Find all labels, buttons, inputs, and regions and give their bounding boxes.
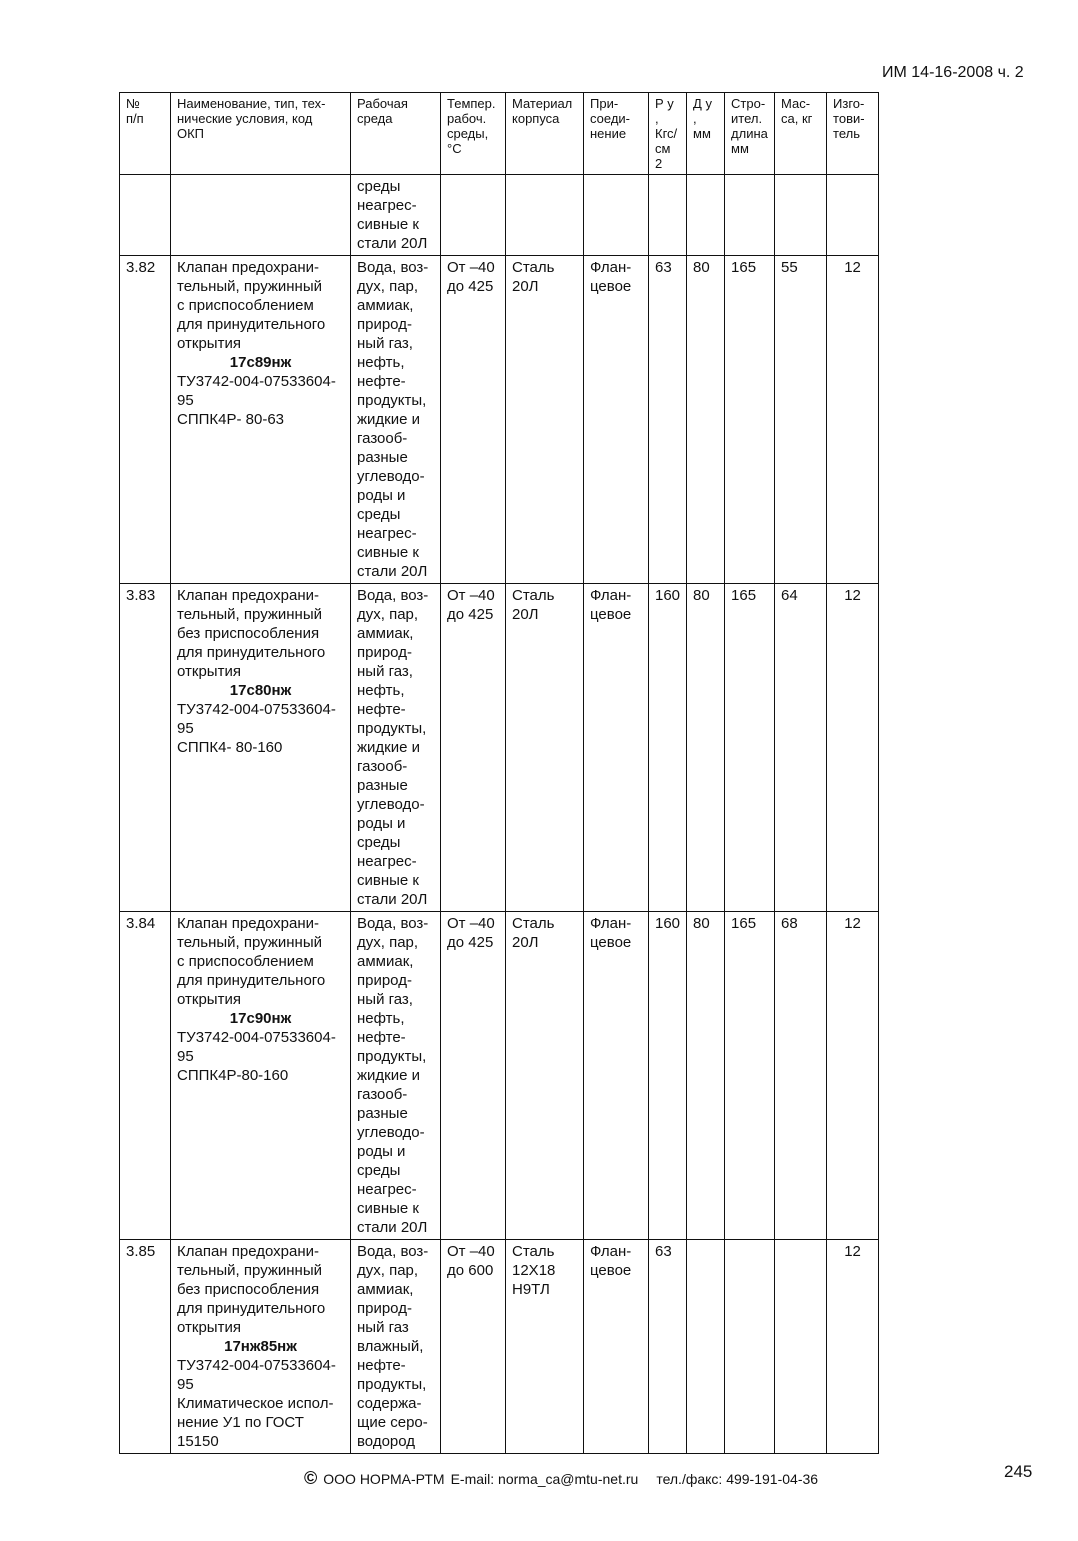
row-env: Вода, воз- дух, пар, аммиак, природ- ный газ, нефть, нефте- продукты, жидкие и газооб- разные углеводо- роды и среды неагрес- сивные к стали 20Л <box>351 584 441 912</box>
row-diameter: 80 <box>687 584 725 912</box>
row-mass: 55 <box>775 256 827 584</box>
header-pressure: Р у , Кгс/ см 2 <box>649 93 687 175</box>
row-number: 3.84 <box>120 912 171 1240</box>
row-connection: Флан- цевое <box>584 912 649 1240</box>
row-diameter: 80 <box>687 256 725 584</box>
row-number: 3.82 <box>120 256 171 584</box>
row-material: Сталь 12Х18 Н9ТЛ <box>506 1240 584 1454</box>
row-mass: 68 <box>775 912 827 1240</box>
row-connection: Флан- цевое <box>584 256 649 584</box>
row-temp: От –40 до 425 <box>441 584 506 912</box>
row-number: 3.83 <box>120 584 171 912</box>
table-row <box>120 584 879 912</box>
row-connection: Флан- цевое <box>584 584 649 912</box>
header-no: № п/п <box>120 93 171 175</box>
row-length: 165 <box>725 256 775 584</box>
copyright-icon: © <box>304 1468 318 1488</box>
row-env: Вода, воз- дух, пар, аммиак, природ- ный газ влажный, нефте- продукты, содержа- щие серо- водород <box>351 1240 441 1454</box>
model-code: 17нж85нж <box>224 1338 297 1355</box>
header-mass: Мас- са, кг <box>775 93 827 175</box>
model-code: 17с89нж <box>229 354 292 371</box>
row-temp: От –40 до 425 <box>441 912 506 1240</box>
row-length <box>725 1240 775 1454</box>
footer-phone: тел./факс: 499-191-04-36 <box>656 1470 819 1487</box>
row-manufacturer: 12 <box>827 912 879 1240</box>
table-row <box>120 912 879 1240</box>
row-name: Клапан предохрани- тельный, пружинный с приспособлением для принудительного открытия 17с90нж ТУ3742-004-07533604- 95 СППК4Р-80-160 <box>171 912 351 1240</box>
table-row <box>120 1240 879 1454</box>
row-name: Клапан предохрани- тельный, пружинный без приспособления для принудительного открытия 17нж85нж ТУ3742-004-07533604- 95 Климатическое испол- нение У1 по ГОСТ 15150 <box>171 1240 351 1454</box>
header-connection: При- соеди- нение <box>584 93 649 175</box>
header-env: Рабочая среда <box>351 93 441 175</box>
row-length: 165 <box>725 584 775 912</box>
row-mass: 64 <box>775 584 827 912</box>
row-material: Сталь 20Л <box>506 912 584 1240</box>
row-pressure: 63 <box>649 256 687 584</box>
continuation-env: среды неагрес- сивные к стали 20Л <box>351 175 441 256</box>
page-number: 245 <box>1004 1462 1033 1481</box>
row-env: Вода, воз- дух, пар, аммиак, природ- ный газ, нефть, нефте- продукты, жидкие и газооб- разные углеводо- роды и среды неагрес- сивные к стали 20Л <box>351 256 441 584</box>
row-name: Клапан предохрани- тельный, пружинный с приспособлением для принудительного открытия 17с89нж ТУ3742-004-07533604- 95 СППК4Р- 80-63 <box>171 256 351 584</box>
row-manufacturer: 12 <box>827 584 879 912</box>
row-pressure: 63 <box>649 1240 687 1454</box>
header-length: Стро- ител. длина мм <box>725 93 775 175</box>
model-code: 17с80нж <box>229 682 292 699</box>
header-name: Наименование, тип, тех- нические условия, код ОКП <box>171 93 351 175</box>
document-code: ИМ 14-16-2008 ч. 2 <box>882 64 1024 81</box>
row-diameter: 80 <box>687 912 725 1240</box>
row-manufacturer: 12 <box>827 1240 879 1454</box>
row-connection: Флан- цевое <box>584 1240 649 1454</box>
table-row <box>120 256 879 584</box>
header-material: Материал корпуса <box>506 93 584 175</box>
row-mass <box>775 1240 827 1454</box>
row-material: Сталь 20Л <box>506 256 584 584</box>
row-number: 3.85 <box>120 1240 171 1454</box>
row-temp: От –40 до 425 <box>441 256 506 584</box>
row-temp: От –40 до 600 <box>441 1240 506 1454</box>
row-material: Сталь 20Л <box>506 584 584 912</box>
continuation-row <box>120 175 879 256</box>
row-env: Вода, воз- дух, пар, аммиак, природ- ный газ, нефть, нефте- продукты, жидкие и газооб- разные углеводо- роды и среды неагрес- сивные к стали 20Л <box>351 912 441 1240</box>
row-pressure: 160 <box>649 912 687 1240</box>
table-header-row <box>120 93 879 175</box>
row-length: 165 <box>725 912 775 1240</box>
header-diameter: Д у , мм <box>687 93 725 175</box>
header-manufacturer: Изго- тови- тель <box>827 93 879 175</box>
footer-company: ООО НОРМА-РТМ <box>323 1470 445 1487</box>
row-manufacturer: 12 <box>827 256 879 584</box>
footer <box>304 1468 818 1489</box>
row-diameter <box>687 1240 725 1454</box>
header-temp: Темпер. рабоч. среды, °С <box>441 93 506 175</box>
footer-email: E-mail: norma_ca@mtu-net.ru <box>450 1470 639 1487</box>
row-pressure: 160 <box>649 584 687 912</box>
model-code: 17с90нж <box>229 1010 292 1027</box>
valve-spec-table <box>119 92 879 1454</box>
row-name: Клапан предохрани- тельный, пружинный без приспособления для принудительного открытия 17с80нж ТУ3742-004-07533604- 95 СППК4- 80-160 <box>171 584 351 912</box>
